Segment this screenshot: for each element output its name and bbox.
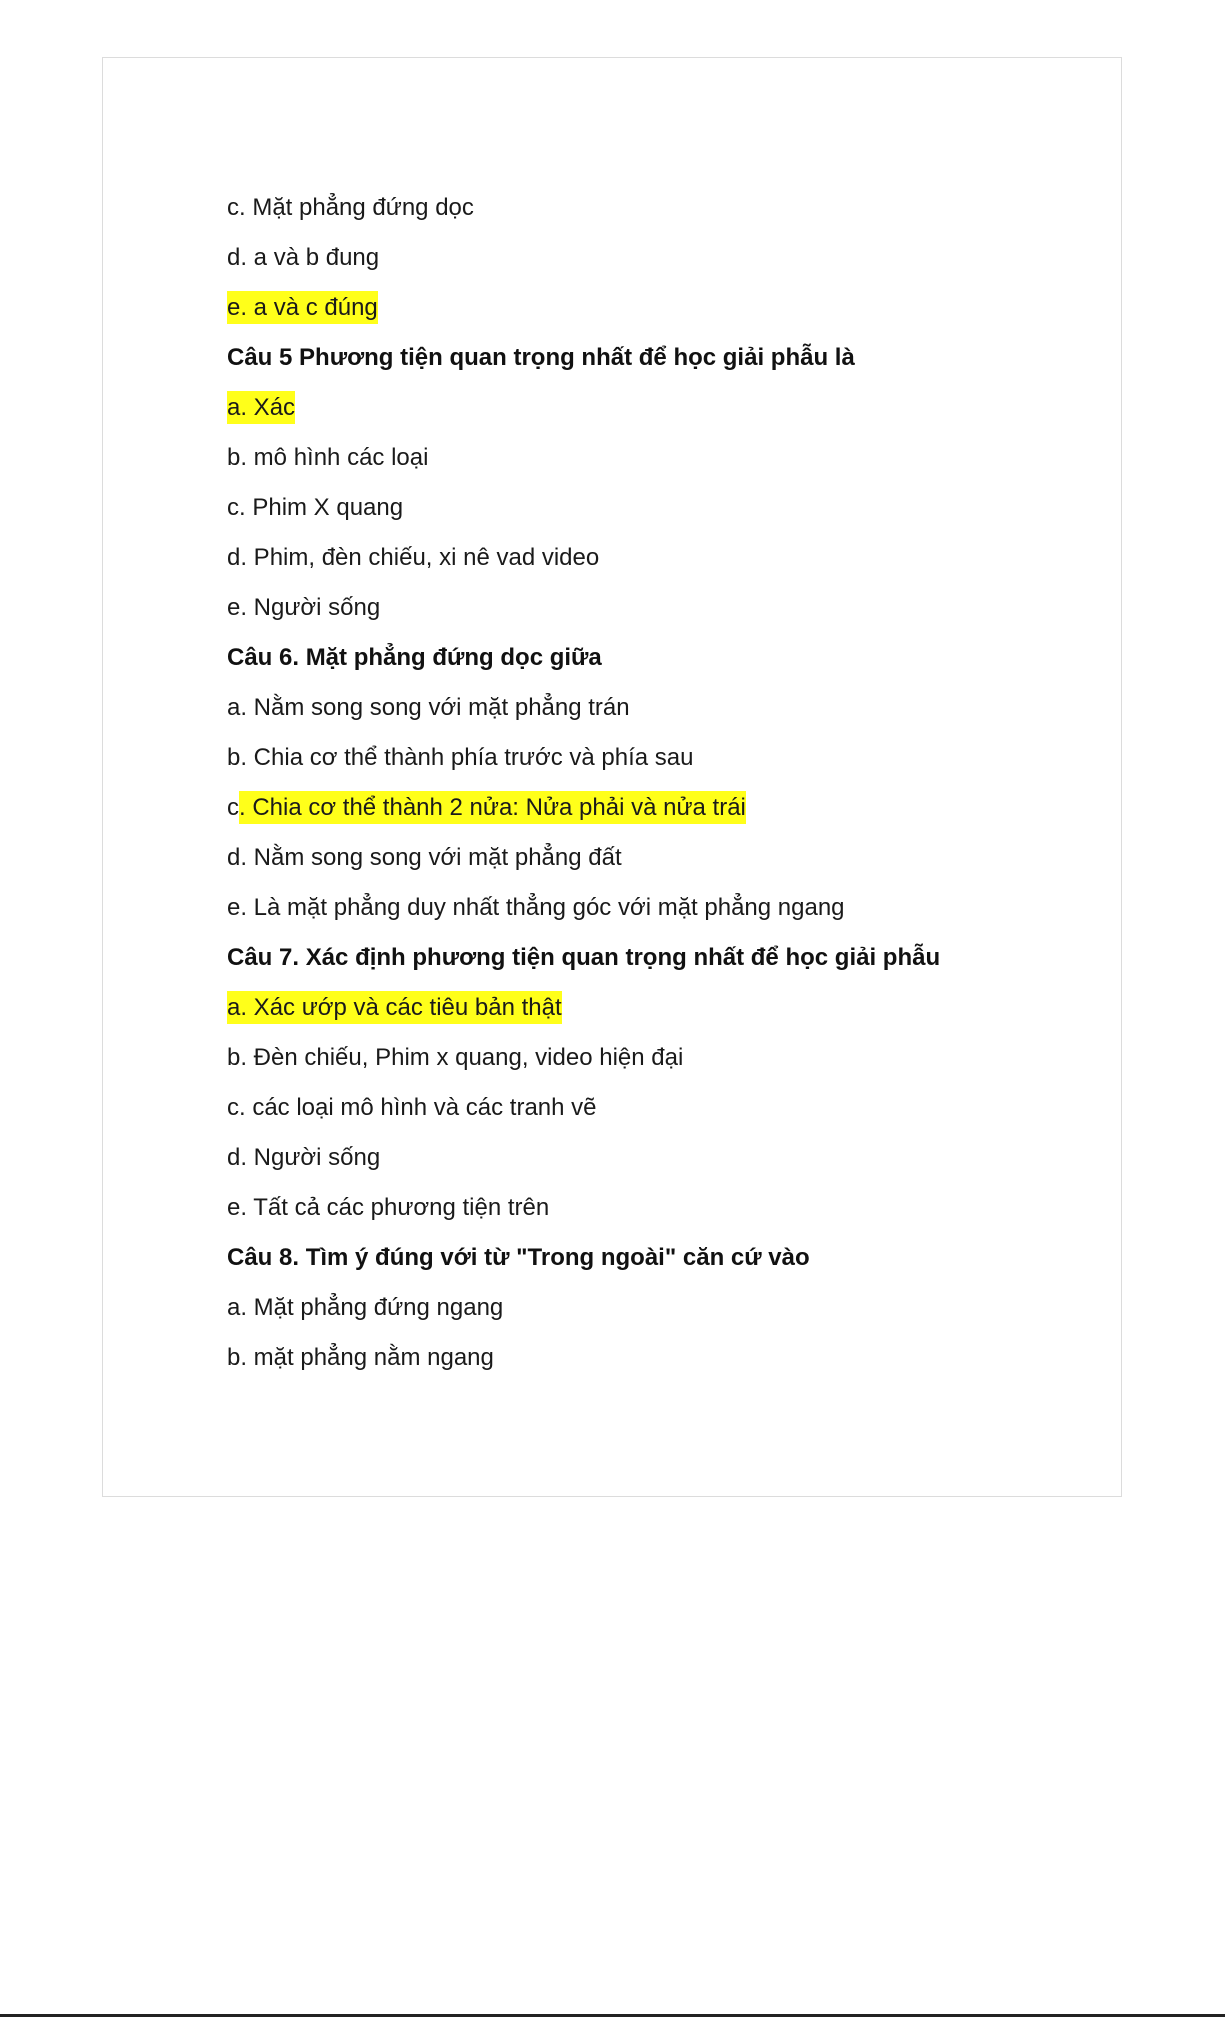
answer-option — [227, 533, 1081, 583]
answer-option — [227, 983, 1081, 1033]
answer-option — [227, 783, 1081, 833]
question-heading — [227, 633, 1081, 683]
line-text: c. Phim X quang — [227, 494, 404, 521]
line-text: d. Nằm song song với mặt phẳng đất — [227, 844, 622, 871]
answer-option — [227, 1333, 1081, 1383]
line-text: b. Đèn chiếu, Phim x quang, video hiện đại — [227, 1044, 684, 1071]
answer-option — [227, 733, 1081, 783]
line-text: b. mặt phẳng nằm ngang — [227, 1344, 494, 1371]
line-text: c. Mặt phẳng đứng dọc — [227, 194, 474, 221]
answer-option — [227, 1183, 1081, 1233]
question-heading — [227, 1233, 1081, 1283]
answer-option — [227, 1083, 1081, 1133]
line-text: e. Tất cả các phương tiện trên — [227, 1194, 550, 1221]
answer-option — [227, 233, 1081, 283]
line-text: a. Nằm song song với mặt phẳng trán — [227, 694, 630, 721]
highlighted-answer: a. Xác ướp và các tiêu bản thật — [227, 991, 562, 1024]
answer-option — [227, 383, 1081, 433]
line-text: d. Phim, đèn chiếu, xi nê vad video — [227, 544, 600, 571]
line-text: Câu 6. Mặt phẳng đứng dọc giữa — [227, 644, 602, 671]
answer-option — [227, 1033, 1081, 1083]
line-text: Câu 7. Xác định phương tiện quan trọng nhất để học giải phẫu — [227, 944, 941, 971]
line-text: a. Mặt phẳng đứng ngang — [227, 1294, 504, 1321]
highlighted-answer: a. Xác — [227, 391, 295, 424]
answer-option — [227, 283, 1081, 333]
answer-option — [227, 1133, 1081, 1183]
line-text: e. Là mặt phẳng duy nhất thẳng góc với mặt phẳng ngang — [227, 894, 845, 921]
line-text: c — [227, 794, 239, 821]
line-text: b. Chia cơ thể thành phía trước và phía sau — [227, 744, 694, 771]
line-text: e. Người sống — [227, 594, 381, 621]
question-heading — [227, 333, 1081, 383]
answer-option — [227, 483, 1081, 533]
answer-option — [227, 183, 1081, 233]
answer-option — [227, 683, 1081, 733]
line-text: Câu 8. Tìm ý đúng với từ "Trong ngoài" căn cứ vào — [227, 1244, 810, 1271]
answer-option — [227, 433, 1081, 483]
line-text: d. a và b đung — [227, 244, 380, 271]
line-text: Câu 5 Phương tiện quan trọng nhất để học giải phẫu là — [227, 344, 855, 371]
highlighted-answer: e. a và c đúng — [227, 291, 378, 324]
question-heading — [227, 933, 1081, 983]
line-text: d. Người sống — [227, 1144, 381, 1171]
line-text: c. các loại mô hình và các tranh vẽ — [227, 1094, 597, 1121]
answer-option — [227, 883, 1081, 933]
document-page — [102, 57, 1122, 1497]
line-text: b. mô hình các loại — [227, 444, 429, 471]
answer-option — [227, 833, 1081, 883]
answer-option — [227, 583, 1081, 633]
highlighted-answer: . Chia cơ thể thành 2 nửa: Nửa phải và nửa trái — [239, 791, 746, 824]
answer-option — [227, 1283, 1081, 1333]
document-content — [227, 183, 1081, 1383]
